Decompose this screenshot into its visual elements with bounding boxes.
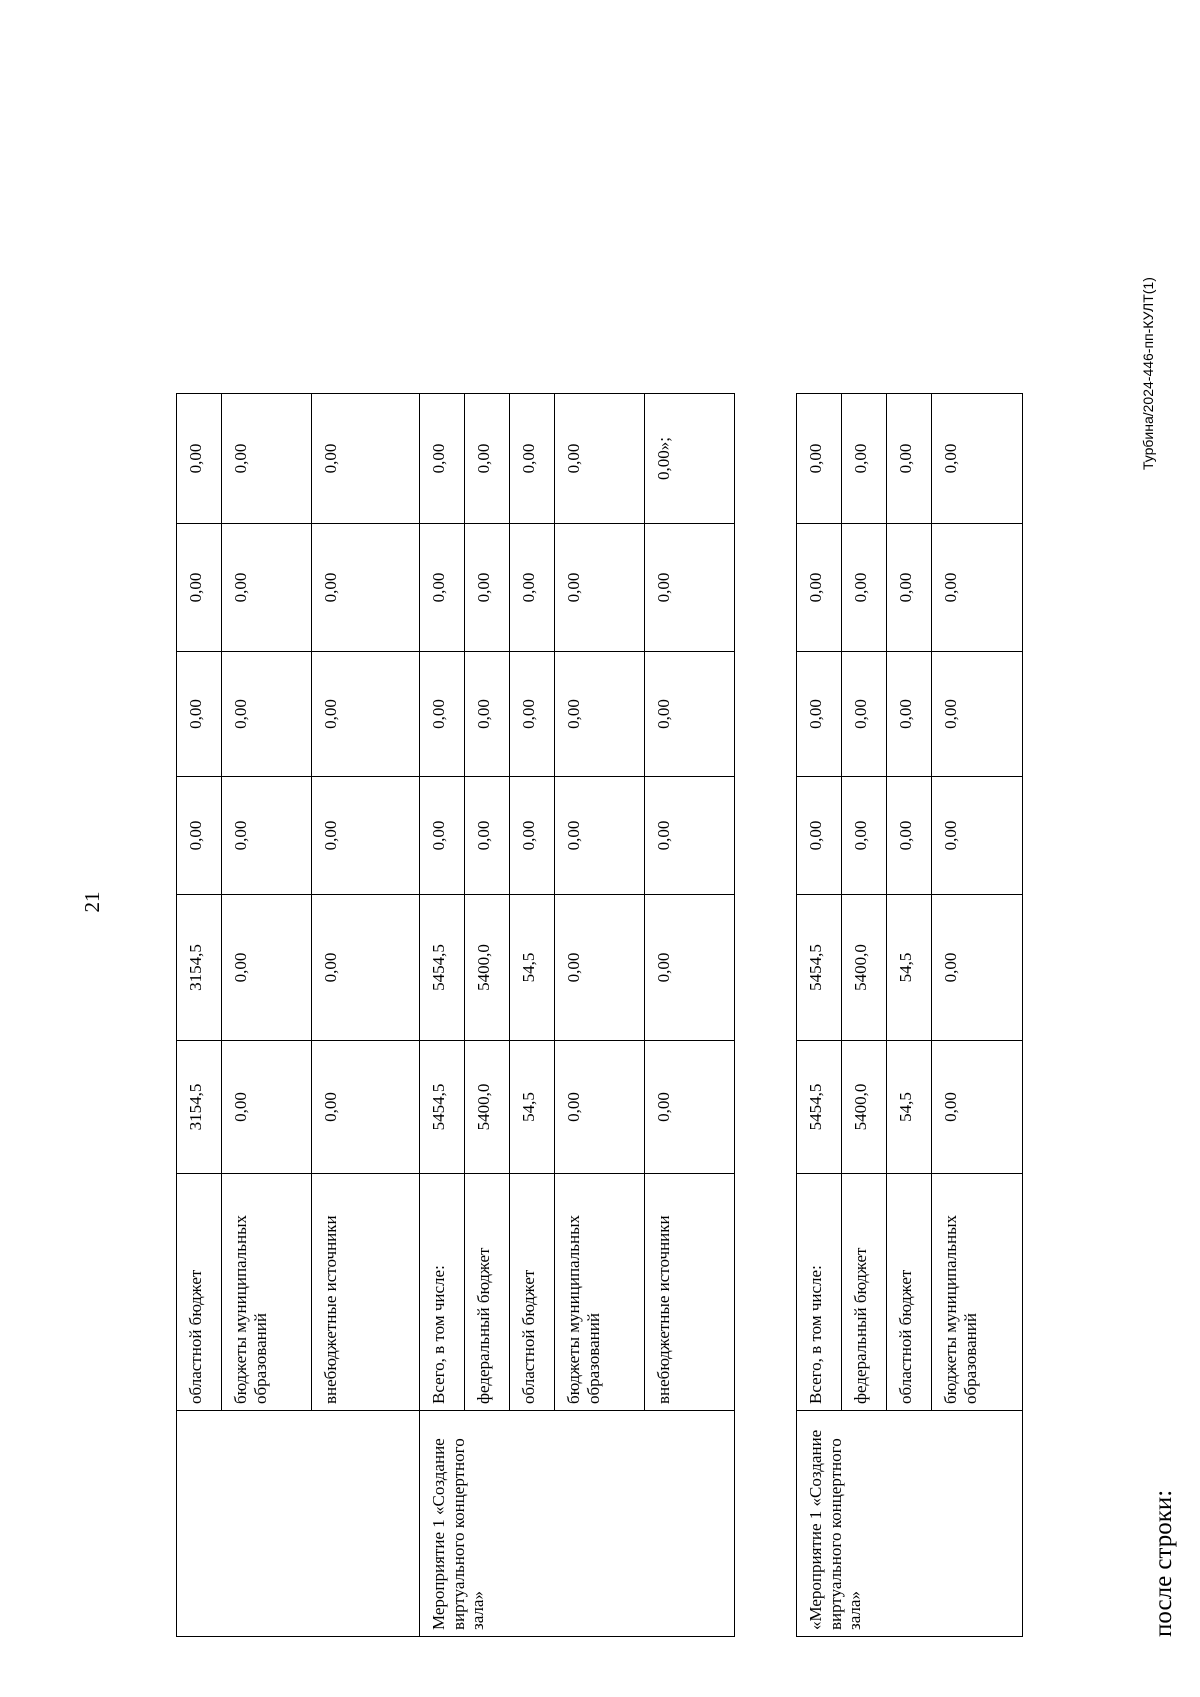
document-code: Турбина/2024-446-пп-КУЛТ(1)	[1140, 277, 1156, 470]
table-cell-value: 3154,5	[177, 1041, 222, 1174]
table-cell-value: 5454,5	[420, 1041, 465, 1174]
table-cell-source: областной бюджет	[177, 1174, 222, 1411]
table-cell-source: внебюджетные источники	[312, 1174, 420, 1411]
table-cell-value: 0,00	[842, 394, 887, 524]
table-cell-value: 0,00	[222, 652, 312, 777]
table-cell-value: 0,00	[887, 524, 932, 652]
table-cell-value: 0,00	[420, 394, 465, 524]
table-cell-label: Мероприятие 1 «Создание виртуального концертного зала»	[420, 1411, 735, 1637]
table-cell-value: 0,00	[312, 895, 420, 1041]
table-cell-value: 0,00	[510, 524, 555, 652]
table-cell-value: 0,00	[222, 1041, 312, 1174]
table-cell-value: 0,00	[465, 777, 510, 895]
table-row	[797, 394, 842, 1637]
table-cell-value: 0,00	[797, 652, 842, 777]
table-cell-value: 0,00	[420, 524, 465, 652]
table-cell-value: 0,00	[932, 1041, 1023, 1174]
table-cell-value: 0,00	[177, 652, 222, 777]
table-cell-source: областной бюджет	[887, 1174, 932, 1411]
table-cell-source: бюджеты муниципальных образований	[932, 1174, 1023, 1411]
table-cell-value: 0,00	[555, 895, 645, 1041]
table-cell-value: 0,00	[510, 652, 555, 777]
table-cell-value: 3154,5	[177, 895, 222, 1041]
funding-table-before	[176, 393, 735, 1637]
table-cell-value: 5454,5	[797, 1041, 842, 1174]
table-row	[420, 394, 465, 1637]
table-cell-value: 0,00	[932, 524, 1023, 652]
table-cell-value: 54,5	[887, 1041, 932, 1174]
page-number: 21	[80, 891, 104, 913]
table-cell-value: 0,00	[797, 394, 842, 524]
table-cell-value: 0,00	[932, 652, 1023, 777]
table-cell-value: 0,00	[465, 524, 510, 652]
table-cell-value: 0,00	[312, 652, 420, 777]
table-cell-value: 0,00	[797, 524, 842, 652]
table-cell-value: 0,00	[420, 777, 465, 895]
table-cell-value: 0,00	[420, 652, 465, 777]
table-cell-source: внебюджетные источники	[645, 1174, 735, 1411]
table-cell-source: областной бюджет	[510, 1174, 555, 1411]
table-cell-value: 0,00	[797, 777, 842, 895]
section-caption: после строки:	[1150, 1489, 1177, 1637]
table-cell-value: 5454,5	[797, 895, 842, 1041]
table-cell-value: 0,00	[555, 394, 645, 524]
table-cell-value: 0,00	[645, 895, 735, 1041]
table-cell-value: 0,00	[510, 777, 555, 895]
table-cell-value: 0,00	[177, 777, 222, 895]
table-cell-label	[177, 1411, 420, 1637]
table-cell-value: 0,00	[222, 895, 312, 1041]
table-cell-value: 0,00	[465, 652, 510, 777]
table-cell-value: 5400,0	[465, 1041, 510, 1174]
table-cell-value: 54,5	[510, 895, 555, 1041]
table-cell-value: 0,00	[312, 394, 420, 524]
table-cell-value: 0,00	[932, 895, 1023, 1041]
table-cell-value: 0,00	[842, 652, 887, 777]
table-cell-value: 0,00	[222, 777, 312, 895]
table-cell-value: 0,00	[222, 524, 312, 652]
table-cell-source: Всего, в том числе:	[420, 1174, 465, 1411]
table-cell-value: 0,00»;	[645, 394, 735, 524]
table-cell-value: 0,00	[177, 394, 222, 524]
table-cell-value: 0,00	[887, 777, 932, 895]
table-cell-value: 54,5	[887, 895, 932, 1041]
table-cell-value: 54,5	[510, 1041, 555, 1174]
table-cell-value: 0,00	[177, 524, 222, 652]
table-cell-source: федеральный бюджет	[842, 1174, 887, 1411]
table-cell-value: 0,00	[645, 1041, 735, 1174]
table-cell-value: 0,00	[932, 394, 1023, 524]
table-cell-value: 0,00	[312, 1041, 420, 1174]
table-cell-source: Всего, в том числе:	[797, 1174, 842, 1411]
table-cell-value: 0,00	[555, 524, 645, 652]
table-cell-value: 5454,5	[420, 895, 465, 1041]
table-cell-label: «Мероприятие 1 «Создание виртуального концертного зала»	[797, 1411, 1023, 1637]
table-cell-value: 0,00	[312, 777, 420, 895]
table-cell-value: 0,00	[465, 394, 510, 524]
table-cell-source: бюджеты муниципальных образований	[555, 1174, 645, 1411]
table-cell-value: 0,00	[887, 394, 932, 524]
table-cell-value: 0,00	[555, 652, 645, 777]
funding-table-after	[796, 393, 1023, 1637]
table-cell-value: 0,00	[555, 1041, 645, 1174]
table-cell-value: 0,00	[312, 524, 420, 652]
table-cell-value: 0,00	[555, 777, 645, 895]
table-cell-value: 0,00	[645, 524, 735, 652]
table-cell-source: бюджеты муниципальных образований	[222, 1174, 312, 1411]
table-cell-value: 0,00	[645, 777, 735, 895]
table-cell-value: 5400,0	[842, 895, 887, 1041]
table-cell-value: 0,00	[842, 524, 887, 652]
table-cell-value: 0,00	[222, 394, 312, 524]
table-cell-value: 0,00	[510, 394, 555, 524]
table-row	[177, 394, 222, 1637]
table-cell-value: 0,00	[932, 777, 1023, 895]
table-cell-value: 0,00	[842, 777, 887, 895]
table-cell-value: 5400,0	[465, 895, 510, 1041]
table-cell-source: федеральный бюджет	[465, 1174, 510, 1411]
table-cell-value: 5400,0	[842, 1041, 887, 1174]
table-cell-value: 0,00	[645, 652, 735, 777]
table-cell-value: 0,00	[887, 652, 932, 777]
